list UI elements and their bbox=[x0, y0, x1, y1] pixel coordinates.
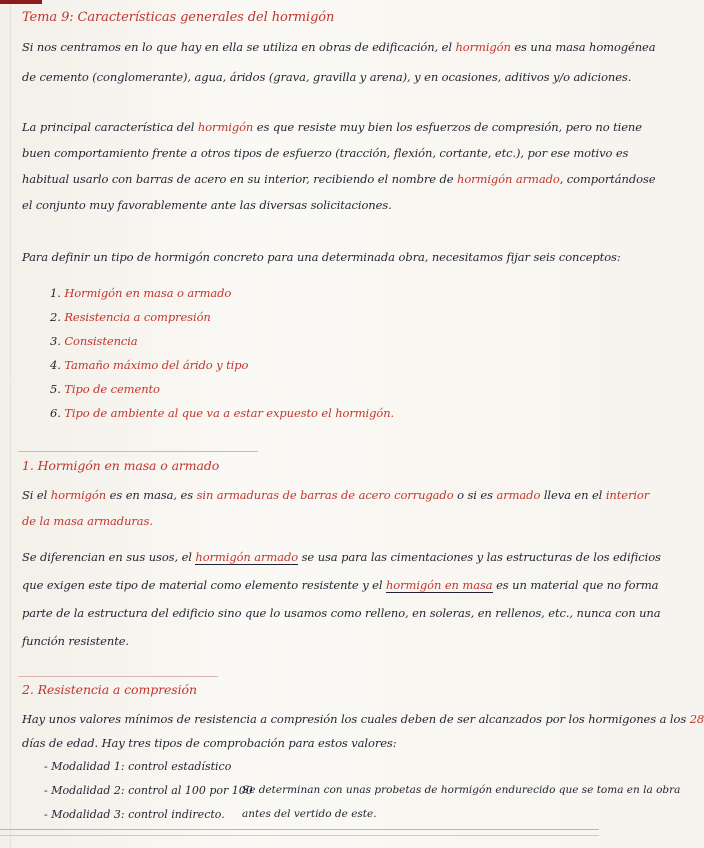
text-run: parte de la estructura del edificio sino que lo usamos como relleno, en soleras, en rellenos, etc., nunca con una bbox=[22, 606, 661, 620]
text-run: Si nos centramos en lo que hay en ella se utiliza en obras de edificación, el bbox=[22, 40, 456, 54]
text-run: función resistente. bbox=[22, 634, 129, 648]
highlighted-term: Hormigón en masa o armado bbox=[64, 286, 232, 300]
highlighted-term: hormigón bbox=[455, 40, 511, 54]
paragraph-line bbox=[22, 172, 655, 186]
highlighted-term: Tipo de ambiente al que va a estar expuesto el hormigón. bbox=[64, 406, 395, 420]
highlighted-term: Consistencia bbox=[64, 334, 138, 348]
highlighted-term: hormigón bbox=[50, 488, 107, 502]
modality-item: - Modalidad 3: control indirecto. bbox=[44, 808, 225, 821]
highlighted-term: armado bbox=[496, 488, 541, 502]
text-run: habitual usarlo con barras de acero en su interior, recibiendo el nombre de bbox=[22, 172, 458, 186]
highlighted-term: Tipo de cemento bbox=[64, 382, 160, 396]
intro-line bbox=[22, 40, 656, 54]
list-item bbox=[50, 334, 138, 348]
paragraph-line bbox=[22, 198, 392, 212]
highlighted-term: interior bbox=[605, 488, 650, 502]
section-line bbox=[22, 550, 661, 564]
test-note-line: antes del vertido de este. bbox=[242, 808, 377, 820]
section-line bbox=[22, 606, 660, 620]
text-run: Se diferencian en sus usos, el bbox=[22, 550, 196, 564]
section-line bbox=[22, 634, 129, 648]
text-run: Si el bbox=[22, 488, 51, 502]
page-bottom-line bbox=[0, 829, 599, 830]
text-run: el conjunto muy favorablemente ante las diversas solicitaciones. bbox=[22, 198, 392, 212]
text-run: 2. bbox=[50, 310, 65, 324]
list-item bbox=[50, 358, 248, 372]
list-item bbox=[50, 406, 394, 420]
text-run: es que resiste muy bien los esfuerzos de compresión, pero no tiene bbox=[253, 120, 642, 134]
intro-line bbox=[22, 70, 631, 84]
list-item bbox=[50, 286, 231, 300]
section-line bbox=[22, 514, 153, 528]
highlighted-term: sin armaduras de barras de acero corrugado bbox=[196, 488, 454, 502]
text-run: 5. bbox=[50, 382, 65, 396]
section-divider bbox=[18, 676, 218, 677]
definition-intro: Para definir un tipo de hormigón concreto para una determinada obra, necesitamos fijar seis conceptos: bbox=[22, 250, 621, 264]
paragraph-line bbox=[22, 146, 628, 160]
text-run: es una masa homogénea bbox=[510, 40, 656, 54]
text-run: es un material que no forma bbox=[492, 578, 659, 592]
text-run: se usa para las cimentaciones y las estructuras de los edificios bbox=[298, 550, 661, 564]
section-line bbox=[22, 578, 658, 592]
highlighted-term: hormigón bbox=[197, 120, 254, 134]
list-item bbox=[50, 310, 211, 324]
section-divider bbox=[18, 451, 258, 452]
page-bottom-line bbox=[0, 835, 599, 836]
test-note-line: Se determinan con unas probetas de hormigón endurecido que se toma en la obra bbox=[242, 784, 681, 796]
underlined-term: hormigón en masa bbox=[385, 578, 493, 592]
text-run: 1. bbox=[50, 286, 65, 300]
modality-item: - Modalidad 2: control al 100 por 100 bbox=[44, 784, 253, 797]
highlighted-term: hormigón armado bbox=[457, 172, 560, 186]
margin-rule bbox=[10, 0, 11, 848]
highlighted-term: Resistencia a compresión bbox=[64, 310, 211, 324]
list-item bbox=[50, 382, 160, 396]
text-run: es en masa, es bbox=[106, 488, 197, 502]
text-run: 4. bbox=[50, 358, 65, 372]
top-red-mark bbox=[0, 0, 42, 4]
text-run: o si es bbox=[453, 488, 497, 502]
page-title bbox=[22, 10, 334, 25]
text-run: 6. bbox=[50, 406, 65, 420]
section-heading: 1. Hormigón en masa o armado bbox=[22, 458, 220, 473]
text-run: 3. bbox=[50, 334, 65, 348]
text-run: que exigen este tipo de material como elemento resistente y el bbox=[22, 578, 386, 592]
text-run: de cemento (conglomerante), agua, áridos (grava, gravilla y arena), y en ocasiones, aditivos y/o adiciones. bbox=[22, 70, 632, 84]
section-line bbox=[22, 488, 649, 502]
highlighted-term: Tamaño máximo del árido y tipo bbox=[64, 358, 249, 372]
highlighted-term: de la masa armaduras. bbox=[22, 514, 153, 528]
text-run: buen comportamiento frente a otros tipos de esfuerzo (tracción, flexión, cortante, etc.), por ese motivo es bbox=[22, 146, 629, 160]
title-number: Tema 9 bbox=[22, 10, 70, 25]
text-run: La principal característica del bbox=[22, 120, 198, 134]
text-run: , comportándose bbox=[559, 172, 656, 186]
text-run: Hay unos valores mínimos de resistencia a compresión los cuales deben de ser alcanzados por los hormigones a los bbox=[22, 712, 690, 726]
text-run: días de edad. Hay tres tipos de comprobación para estos valores: bbox=[22, 736, 397, 750]
title-text: : Características generales del hormigón bbox=[69, 10, 335, 25]
paragraph-line bbox=[22, 120, 642, 134]
section-heading: 2. Resistencia a compresión bbox=[22, 682, 197, 697]
section-line bbox=[22, 736, 397, 750]
modality-item: - Modalidad 1: control estadístico bbox=[44, 760, 232, 773]
highlighted-term: 28 bbox=[689, 712, 704, 726]
underlined-term: hormigón armado bbox=[195, 550, 299, 564]
text-run: lleva en el bbox=[540, 488, 606, 502]
section-line bbox=[22, 712, 704, 726]
